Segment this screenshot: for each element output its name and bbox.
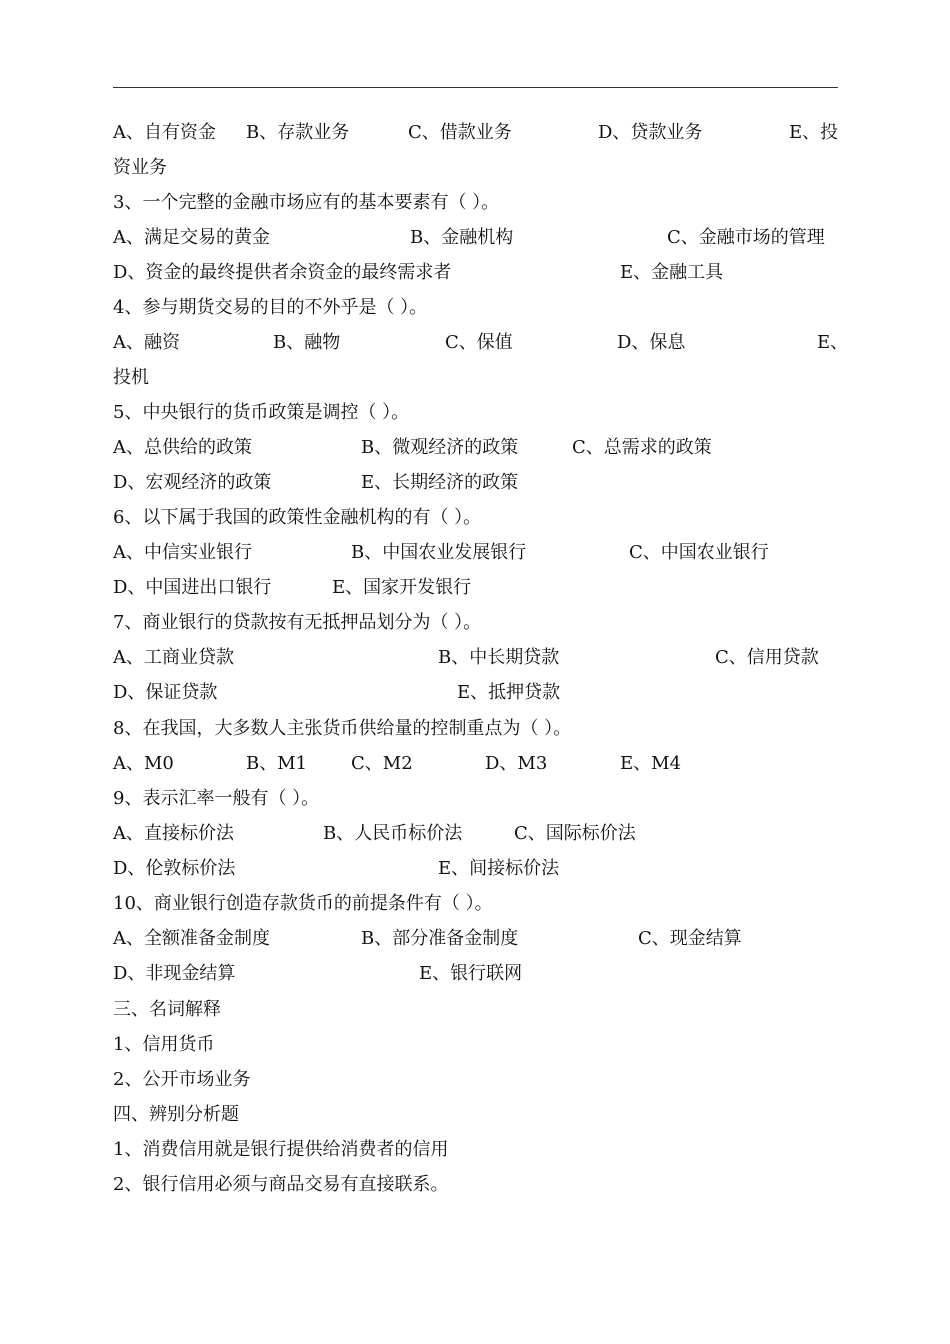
q5-option-a: A、总供给的政策: [113, 437, 252, 458]
q8-option-e: E、M4: [620, 753, 682, 774]
q10-question: 10、商业银行创造存款货币的前提条件有（ ）。: [113, 893, 493, 914]
q4-option-e: E、: [817, 332, 849, 353]
q3-option-a: A、满足交易的黄金: [113, 227, 270, 248]
q7-question: 7、商业银行的贷款按有无抵押品划分为（ ）。: [113, 612, 482, 633]
q4-options-row: [113, 325, 849, 360]
q5-question: 5、中央银行的货币政策是调控（ ）。: [113, 402, 410, 423]
q8-option-d: D、M3: [485, 753, 548, 774]
q5-options-row-1: [113, 430, 838, 465]
q8-options-row: [113, 746, 838, 781]
q6-question: 6、以下属于我国的政策性金融机构的有（ ）。: [113, 507, 482, 528]
q10-option-b: B、部分准备金制度: [361, 928, 519, 949]
q8-option-a: A、M0: [113, 753, 174, 774]
section4-heading: 四、辨别分析题: [113, 1104, 239, 1125]
q9-options-row-2: [113, 851, 838, 886]
q7-option-d: D、保证贷款: [113, 682, 218, 703]
q3-option-b: B、金融机构: [410, 227, 514, 248]
q5-option-b: B、微观经济的政策: [361, 437, 519, 458]
q2-option-e: E、投: [789, 122, 839, 143]
section3-item-2: 2、公开市场业务: [113, 1069, 251, 1090]
q5-option-c: C、总需求的政策: [572, 437, 712, 458]
section3-heading: 三、名词解释: [113, 999, 221, 1020]
q4-option-a: A、融资: [113, 332, 180, 353]
q6-option-c: C、中国农业银行: [629, 542, 769, 563]
q2-options-row: [113, 115, 838, 150]
q6-option-a: A、中信实业银行: [113, 542, 252, 563]
q3-question: 3、一个完整的金融市场应有的基本要素有（ ）。: [113, 192, 500, 213]
header-rule: [113, 87, 838, 88]
q6-option-e: E、国家开发银行: [332, 577, 472, 598]
q5-options-row-2: [113, 465, 838, 500]
q6-options-row-1: [113, 535, 838, 570]
q9-option-d: D、伦敦标价法: [113, 858, 236, 879]
q6-option-b: B、中国农业发展银行: [351, 542, 527, 563]
q4-option-e-continued: 投机: [113, 367, 149, 388]
q10-option-d: D、非现金结算: [113, 963, 236, 984]
q9-option-e: E、间接标价法: [438, 858, 560, 879]
q7-option-e: E、抵押贷款: [457, 682, 561, 703]
q3-option-e: E、金融工具: [620, 262, 724, 283]
q8-question: 8、在我国，大多数人主张货币供给量的控制重点为（ ）。: [113, 718, 572, 739]
q6-options-row-2: [113, 570, 838, 605]
q8-option-c: C、M2: [351, 753, 413, 774]
q4-option-d: D、保息: [617, 332, 686, 353]
q4-option-c: C、保值: [445, 332, 513, 353]
q9-options-row-1: [113, 816, 838, 851]
q9-question: 9、表示汇率一般有（ ）。: [113, 788, 320, 809]
q2-option-a: A、自有资金: [113, 122, 216, 143]
q10-option-c: C、现金结算: [638, 928, 742, 949]
q10-option-e: E、银行联网: [419, 963, 523, 984]
q2-option-b: B、存款业务: [246, 122, 350, 143]
q8-option-b: B、M1: [246, 753, 308, 774]
q3-options-row-1: [113, 220, 838, 255]
q10-options-row-1: [113, 921, 838, 956]
q9-option-b: B、人民币标价法: [323, 823, 463, 844]
q2-option-c: C、借款业务: [408, 122, 512, 143]
q2-option-d: D、贷款业务: [598, 122, 703, 143]
q2-option-e-continued: 资业务: [113, 157, 167, 178]
q7-option-a: A、工商业贷款: [113, 647, 234, 668]
section4-item-1: 1、消费信用就是银行提供给消费者的信用: [113, 1139, 449, 1160]
section4-item-2: 2、银行信用必须与商品交易有直接联系。: [113, 1174, 449, 1195]
q4-option-b: B、融物: [273, 332, 341, 353]
q10-option-a: A、全额准备金制度: [113, 928, 270, 949]
q7-option-b: B、中长期贷款: [438, 647, 560, 668]
q9-option-a: A、直接标价法: [113, 823, 234, 844]
q9-option-c: C、国际标价法: [514, 823, 636, 844]
section3-item-1: 1、信用货币: [113, 1034, 215, 1055]
q7-options-row-1: [113, 640, 838, 675]
q3-option-c: C、金融市场的管理: [667, 227, 825, 248]
q7-option-c: C、信用贷款: [715, 647, 819, 668]
q3-options-row-2: [113, 255, 838, 290]
q3-option-d: D、资金的最终提供者余资金的最终需求者: [113, 262, 452, 283]
q5-option-e: E、长期经济的政策: [361, 472, 519, 493]
q6-option-d: D、中国进出口银行: [113, 577, 272, 598]
q10-options-row-2: [113, 956, 838, 991]
q4-question: 4、参与期货交易的目的不外乎是（ ）。: [113, 297, 428, 318]
q5-option-d: D、宏观经济的政策: [113, 472, 272, 493]
q7-options-row-2: [113, 675, 838, 710]
